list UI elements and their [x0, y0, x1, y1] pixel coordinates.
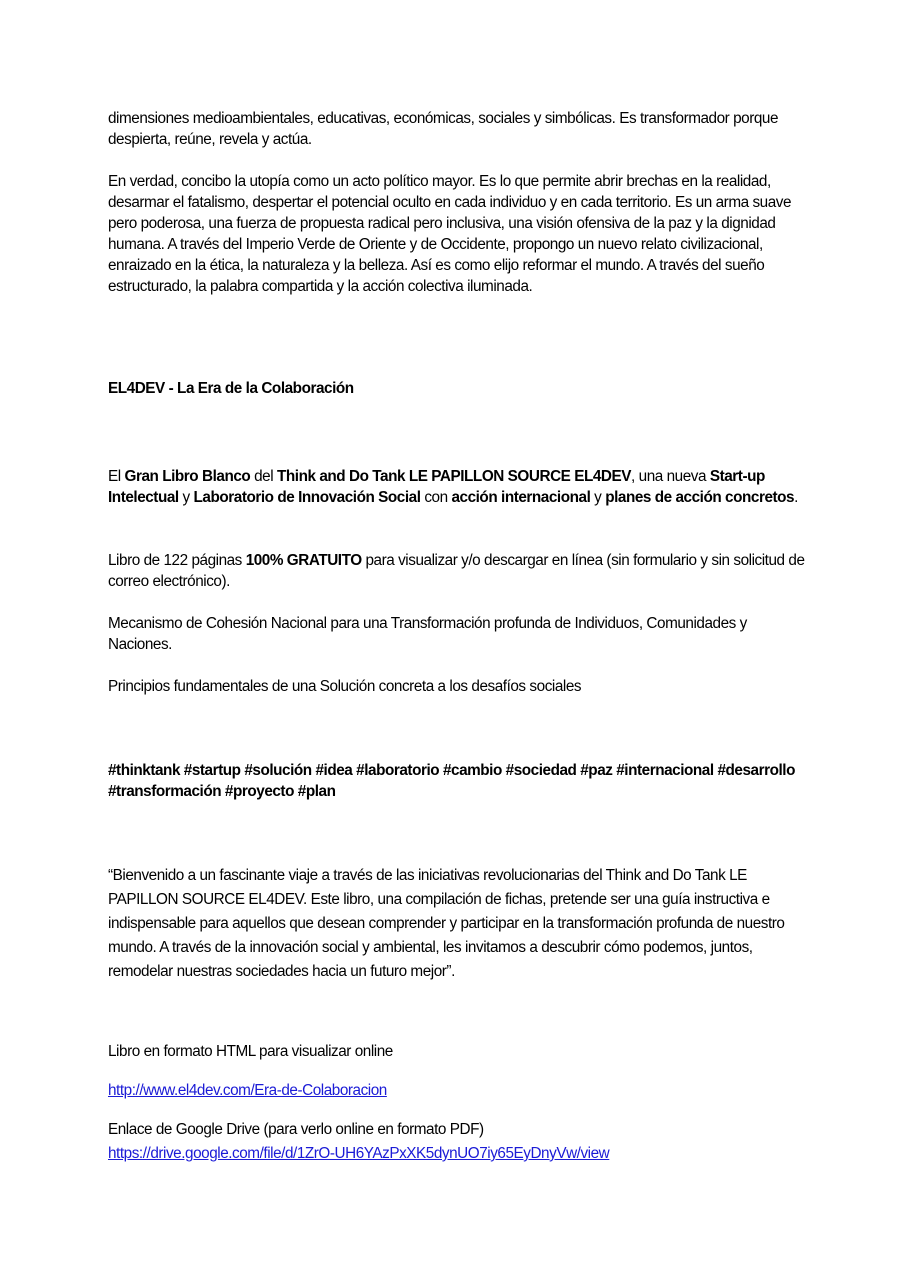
html-book-label: Libro en formato HTML para visualizar online [108, 1043, 393, 1060]
text-run: con [420, 489, 452, 506]
paragraph-utopia: En verdad, concibo la utopía como un acto político mayor. Es lo que permite abrir brechas en la realidad, desarmar el fatalismo, despertar el potencial oculto en cada individuo y en cada territorio. Es un arma suave pero poderosa, una fuerza de propuesta radical pero inclusiva, una visión ofensiva de la paz y la dignidad humana. A través del Imperio Verde de Oriente y de Occidente, propongo un nuevo relato civilizacional, enraizado en la ética, la naturaleza y la belleza. Así es como elijo reformar el mundo. A través del sueño estructurado, la palabra compartida y la acción colectiva iluminada. [108, 173, 792, 295]
bold-run: Laboratorio de Innovación Social [193, 489, 421, 506]
bold-run: 100% GRATUITO [245, 552, 362, 569]
welcome-quote: “Bienvenido a un fascinante viaje a través de las iniciativas revolucionarias del Think and Do Tank LE PAPILLON SOURCE EL4DEV. Este libro, una compilación de fichas, pretende ser una guía instructiva e indispensable para aquellos que desean comprender y participar en la transformación profunda de nuestro mundo. A través de la innovación social y ambiental, les invitamos a descubrir cómo podemos, juntos, remodelar nuestras sociedades hacia un futuro mejor”. [108, 867, 785, 980]
bold-run: acción internacional [451, 489, 591, 506]
text-run: y [590, 489, 606, 506]
google-drive-link[interactable]: https://drive.google.com/file/d/1ZrO-UH6YAzPxXK5dynUO7iy65EyDnyVw/view [108, 1145, 610, 1162]
paragraph-free-book [108, 550, 808, 592]
text-run: y [178, 489, 194, 506]
paragraph-white-book [108, 466, 808, 508]
text-run: , una nueva [631, 468, 710, 485]
bold-run: planes de acción concretos [605, 489, 795, 506]
bold-run: Think and Do Tank LE PAPILLON SOURCE EL4DEV [276, 468, 632, 485]
drive-label: Enlace de Google Drive (para verlo online en formato PDF) [108, 1121, 484, 1138]
drive-link-line [108, 1143, 808, 1164]
text-run: del [250, 468, 277, 485]
section-heading: EL4DEV - La Era de la Colaboración [108, 380, 354, 397]
bold-run: Gran Libro Blanco [124, 468, 251, 485]
hashtags: #thinktank #startup #solución #idea #laboratorio #cambio #sociedad #paz #internacional #desarrollo #transformación #proyecto #plan [108, 762, 795, 800]
html-link-line [108, 1080, 808, 1101]
text-run: El [108, 468, 125, 485]
text-run: para visualizar y/o descargar en línea (sin formulario y sin solicitud de correo electrónico). [108, 552, 805, 590]
html-book-link[interactable]: http://www.el4dev.com/Era-de-Colaboracion [108, 1082, 387, 1099]
paragraph-mechanism: Mecanismo de Cohesión Nacional para una Transformación profunda de Individuos, Comunidades y Naciones. [108, 615, 747, 653]
text-run: Libro de 122 páginas [108, 552, 246, 569]
paragraph-principles: Principios fundamentales de una Solución concreta a los desafíos sociales [108, 678, 582, 695]
bold-run: Start-up Intelectual [108, 468, 765, 506]
paragraph-intro-continuation: dimensiones medioambientales, educativas, económicas, sociales y simbólicas. Es transformador porque despierta, reúne, revela y actúa. [108, 110, 779, 148]
text-run: . [794, 489, 798, 506]
